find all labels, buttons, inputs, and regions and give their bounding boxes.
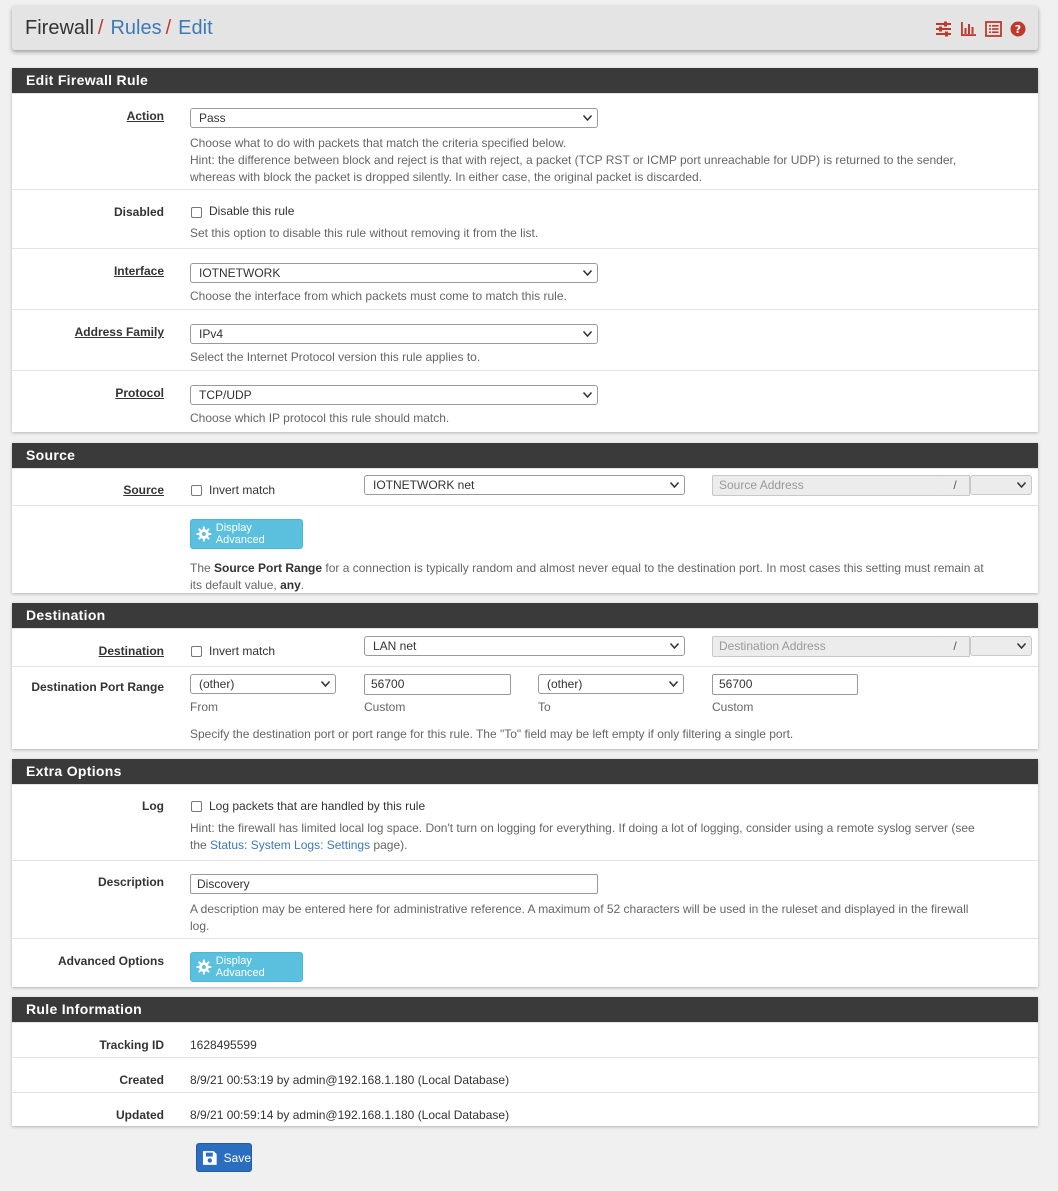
interface-select[interactable] [190,263,598,283]
gear-icon [196,526,212,542]
port-from-select-value: (other) [199,677,235,691]
address-family-select[interactable] [190,324,598,344]
action-help-line: Choose what to do with packets that match the criteria specified below. [190,136,567,150]
list-icon[interactable] [985,21,1002,37]
breadcrumb [25,16,213,40]
action-help [190,135,956,186]
chevron-down-icon [669,681,678,687]
breadcrumb-edit-link[interactable]: Edit [178,17,213,39]
extra-options-heading: Extra Options [12,759,1038,784]
chevron-down-icon [583,270,592,276]
interface-value: IOTNETWORK [199,266,281,280]
floppy-disk-icon [202,1150,218,1166]
updated-label: Updated [116,1108,164,1122]
description-row [12,860,1038,938]
created-value: 8/9/21 00:53:19 by admin@192.168.1.180 (Local Database) [190,1073,510,1087]
disable-rule-checkbox-label[interactable]: Disable this rule [209,204,295,218]
address-family-help: Select the Internet Protocol version this rule applies to. [190,350,481,364]
source-address-input[interactable]: Source Address [712,475,942,496]
destination-port-range-row [12,666,1038,748]
port-to-label: To [538,700,551,714]
log-checkbox-label[interactable]: Log packets that are handled by this rule [209,799,426,813]
protocol-select[interactable] [190,385,598,405]
edit-rule-heading: Edit Firewall Rule [12,68,1038,93]
log-checkbox[interactable] [191,801,202,812]
disable-rule-checkbox[interactable] [191,207,202,218]
chevron-down-icon [321,681,330,687]
source-port-help [190,560,984,594]
source-mask-separator: / [941,475,970,496]
source-invert-label[interactable]: Invert match [209,483,276,497]
action-help-line: whereas with block the packet is dropped silently. In either case, the original packet is discarded. [190,170,703,184]
chevron-down-icon [583,392,592,398]
source-invert-checkbox[interactable] [191,485,202,496]
advanced-options-label: Advanced Options [57,954,164,968]
action-select[interactable] [190,108,598,128]
advanced-options-display-label: Display Advanced [215,955,265,979]
svg-text:?: ? [1014,23,1022,37]
port-from-select[interactable] [190,674,336,694]
rule-information-panel [12,997,1038,1126]
log-help-line: Hint: the firewall has limited local log space. Don't turn on logging for everything. If doing a lot of logging, consider using a remote syslog server (see [190,821,975,835]
source-display-advanced-label: Display Advanced [215,522,265,546]
port-to-custom-input[interactable]: 56700 [712,674,858,695]
chevron-down-icon [1017,643,1026,649]
destination-invert-checkbox[interactable] [191,646,202,657]
description-help [190,901,968,935]
source-heading: Source [12,443,1038,468]
save-button-label: Save [223,1150,251,1165]
port-from-label: From [190,700,218,714]
edit-rule-panel [12,68,1038,432]
destination-type-value: LAN net [373,639,417,653]
log-help-text: page). [370,838,408,852]
source-type-select[interactable] [364,475,685,495]
destination-mask-separator: / [941,636,970,657]
tracking-id-value: 1628495599 [190,1038,257,1052]
port-to-select-value: (other) [547,677,583,691]
port-to-custom-label: Custom [712,700,754,714]
interface-help: Choose the interface from which packets must come to match this rule. [190,289,567,303]
breadcrumb-firewall: Firewall [25,17,94,39]
disabled-label: Disabled [113,205,164,219]
log-help-line [190,837,975,854]
address-family-value: IPv4 [199,327,224,341]
description-label: Description [97,875,164,889]
destination-address-input[interactable]: Destination Address [712,636,942,657]
interface-label: Interface [113,264,164,278]
port-from-custom-label: Custom [364,700,406,714]
log-label: Log [142,799,164,813]
breadcrumb-bar [12,6,1038,50]
destination-invert-label[interactable]: Invert match [209,644,276,658]
destination-mask-select[interactable] [970,636,1032,656]
chevron-down-icon [583,331,592,337]
destination-port-range-label: Destination Port Range [31,680,164,694]
protocol-row [12,370,1038,431]
help-icon[interactable] [1010,21,1026,37]
protocol-label: Protocol [115,386,164,400]
advanced-options-display-button[interactable] [190,952,303,982]
source-mask-select[interactable] [970,475,1032,495]
source-row [12,468,1038,505]
address-family-row [12,309,1038,370]
source-label: Source [123,483,164,497]
updated-value: 8/9/21 00:59:14 by admin@192.168.1.180 (Local Database) [190,1108,510,1122]
port-range-help: Specify the destination port or port range for this rule. The "To" field may be left empty if only filtering a single port. [190,727,794,741]
chevron-down-icon [670,482,679,488]
created-row [12,1057,1038,1092]
description-help-line: log. [190,919,210,933]
chevron-down-icon [670,643,679,649]
bar-chart-icon[interactable] [960,21,977,37]
destination-row [12,628,1038,666]
destination-label: Destination [98,644,164,658]
header-icons [935,20,1026,38]
protocol-value: TCP/UDP [199,388,252,402]
action-value: Pass [199,111,226,125]
action-help-line: Hint: the difference between block and reject is that with reject, a packet (TCP RST or ICMP port unreachable for UDP) is returned to the sender, [190,153,957,167]
system-logs-settings-link[interactable]: Status: System Logs: Settings [210,838,371,852]
description-input[interactable]: Discovery [190,874,598,894]
advanced-options-row [12,938,1038,986]
description-help-line: A description may be entered here for administrative reference. A maximum of 52 characters will be used in the ruleset and displayed in the firewall [190,902,969,916]
tracking-id-label: Tracking ID [99,1038,164,1052]
rule-information-heading: Rule Information [12,997,1038,1022]
log-help [190,820,975,854]
chevron-down-icon [583,115,592,121]
source-help-text: The [190,561,215,575]
destination-type-select[interactable] [364,636,685,656]
log-row [12,784,1038,860]
source-panel [12,443,1038,593]
destination-heading: Destination [12,603,1038,628]
updated-row [12,1092,1038,1126]
port-to-select[interactable] [538,674,684,694]
gear-icon [196,959,212,975]
breadcrumb-separator: / [97,17,104,39]
source-help-bold: Source Port Range [214,561,323,575]
action-row [12,93,1038,189]
disabled-row [12,189,1038,248]
chevron-down-icon [1017,482,1026,488]
source-help-text: for a connection is typically random and almost never equal to the destination port. In most cases this setting must remain at [322,561,984,575]
source-advanced-row [12,505,1038,592]
source-display-advanced-button[interactable] [190,519,303,549]
source-help-text: its default value, [190,578,281,592]
created-label: Created [119,1073,164,1087]
address-family-label: Address Family [74,325,164,339]
source-port-help-line [190,560,984,577]
source-help-text: . [300,578,305,592]
log-help-text: the [190,838,211,852]
source-type-value: IOTNETWORK net [373,478,475,492]
breadcrumb-rules-link[interactable]: Rules [110,17,162,39]
interface-row [12,248,1038,309]
disabled-help: Set this option to disable this rule without removing it from the list. [190,226,539,240]
extra-options-panel [12,759,1038,987]
action-label: Action [126,109,164,123]
tracking-id-row [12,1022,1038,1057]
source-port-help-line [190,577,984,594]
sliders-icon[interactable] [935,21,952,37]
destination-panel [12,603,1038,749]
save-button[interactable] [196,1143,252,1172]
breadcrumb-separator: / [165,17,172,39]
protocol-help: Choose which IP protocol this rule should match. [190,411,450,425]
source-help-bold: any [280,578,301,592]
port-from-custom-input[interactable]: 56700 [364,674,511,695]
